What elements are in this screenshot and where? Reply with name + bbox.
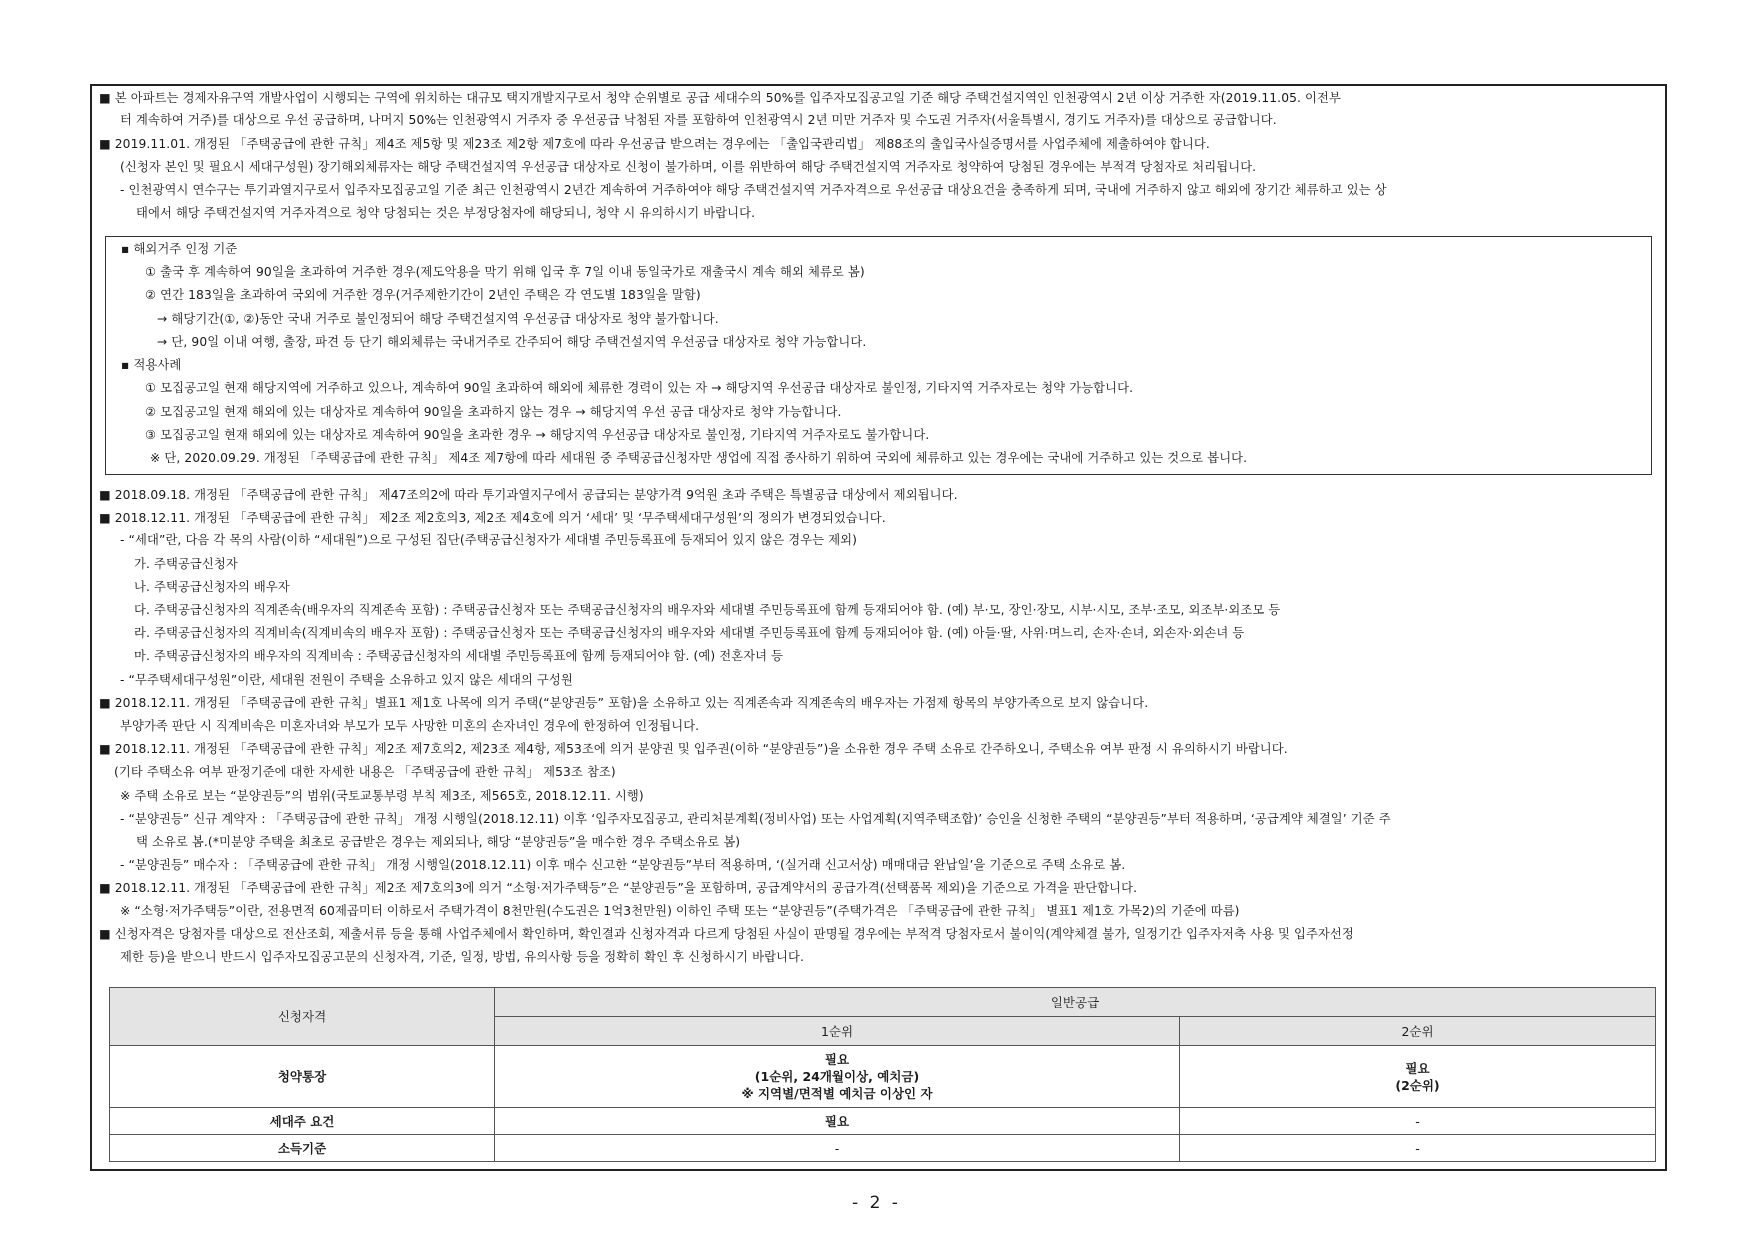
text-line: 가. 주택공급신청자: [134, 557, 238, 571]
header-qualification: 신청자격: [110, 988, 495, 1046]
cell-income-rank-1: -: [495, 1135, 1180, 1162]
text-line: - “무주택세대구성원”이란, 세대원 전원이 주택을 소유하고 있지 않은 세대의 구성원: [120, 673, 573, 687]
qualification-table: [109, 987, 1656, 1162]
text-line: 부양가족 판단 시 직계비속은 미혼자녀와 부모가 모두 사망한 미혼의 손자녀인 경우에 한정하여 인정됩니다.: [120, 719, 700, 733]
page-number: - 2 -: [852, 1193, 901, 1213]
text-line: ▪ 해외거주 인정 기준: [121, 242, 238, 256]
text-line: 나. 주택공급신청자의 배우자: [134, 580, 290, 594]
text-line: - “분양권등” 신규 계약자 : 「주택공급에 관한 규칙」 개정 시행일(2018.12.11) 이후 ‘입주자모집공고, 관리처분계획(정비사업) 또는 사업계획(지역주택조합)’ 승인을 신청한 주택의 “분양권등”부터 적용하며, ‘공급계약 체결일’ 기준 주: [120, 812, 1391, 826]
text-line: → 단, 90일 이내 여행, 출장, 파견 등 단기 해외체류는 국내거주로 간주되어 해당 주택건설지역 우선공급 대상자로 청약 가능합니다.: [157, 335, 867, 349]
text-line: ② 연간 183일을 초과하여 국외에 거주한 경우(거주제한기간이 2년인 주택은 각 연도별 183일을 말함): [145, 288, 701, 302]
row-label-income: 소득기준: [110, 1135, 495, 1162]
text-line: ※ 주택 소유로 보는 “분양권등”의 범위(국토교통부령 부칙 제3조, 제565호, 2018.12.11. 시행): [120, 789, 644, 803]
cell-text: (1순위, 24개월이상, 예치금): [754, 1069, 920, 1084]
text-line: ② 모집공고일 현재 해외에 있는 대상자로 계속하여 90일을 초과하지 않는 경우 → 해당지역 우선 공급 대상자로 청약 가능합니다.: [145, 405, 842, 419]
cell-account-rank-1: [495, 1046, 1180, 1108]
text-line: - 인천광역시 연수구는 투기과열지구로서 입주자모집공고일 기준 최근 인천광역시 2년간 계속하여 거주하여야 해당 주택건설지역 거주자격으로 우선공급 대상요건을 충족하게 되며, 국내에 거주하지 않고 해외에 장기간 체류하고 있는 상: [120, 183, 1387, 197]
text-line: (신청자 본인 및 필요시 세대구성원) 장기해외체류자는 해당 주택건설지역 우선공급 대상자로 신청이 불가하며, 이를 위반하여 해당 주택건설지역 거주자로 청약하여 당첨된 경우에는 부적격 당첨자로 처리됩니다.: [120, 160, 1257, 174]
text-line: ■ 2019.11.01. 개정된 「주택공급에 관한 규칙」제4조 제5항 및 제23조 제2항 제7호에 따라 우선공급 받으려는 경우에는 「출입국관리법」 제88조의 출입국사실증명서를 사업주체에 제출하여야 합니다.: [99, 137, 1210, 151]
header-rank-2: 2순위: [1180, 1017, 1656, 1046]
text-line: ※ 단, 2020.09.29. 개정된 「주택공급에 관한 규칙」 제4조 제7항에 따라 세대원 중 주택공급신청자만 생업에 직접 종사하기 위하여 국외에 체류하고 있는 경우에는 국내에 거주하고 있는 것으로 봅니다.: [150, 451, 1248, 465]
text-line: ■ 본 아파트는 경제자유구역 개발사업이 시행되는 구역에 위치하는 대규모 택지개발지구로서 청약 순위별로 공급 세대수의 50%를 입주자모집공고일 기준 해당 주택건설지역인 인천광역시 2년 이상 거주한 자(2019.11.05. 이전부: [99, 91, 1341, 105]
text-line: 라. 주택공급신청자의 직계비속(직계비속의 배우자 포함) : 주택공급신청자 또는 주택공급신청자의 배우자와 세대별 주민등록표에 함께 등재되어야 함. (예) 아들·딸, 사위·며느리, 손자·손녀, 외손자·외손녀 등: [134, 626, 1245, 640]
text-line: → 해당기간(①, ②)동안 국내 거주로 불인정되어 해당 주택건설지역 우선공급 대상자로 청약 불가합니다.: [157, 312, 719, 326]
text-line: 터 계속하여 거주)를 대상으로 우선 공급하며, 나머지 50%는 인천광역시 거주자 중 우선공급 낙첨된 자를 포함하여 인천광역시 2년 미만 거주자 및 수도권 거주자(서울특별시, 경기도 거주자)를 대상으로 공급합니다.: [120, 113, 1277, 127]
cell-householder-rank-1: 필요: [495, 1108, 1180, 1135]
text-line: 제한 등)을 받으니 반드시 입주자모집공고문의 신청자격, 기준, 일정, 방법, 유의사항 등을 정확히 확인 후 신청하시기 바랍니다.: [120, 950, 805, 964]
text-line: 다. 주택공급신청자의 직계존속(배우자의 직계존속 포함) : 주택공급신청자 또는 주택공급신청자의 배우자와 세대별 주민등록표에 함께 등재되어야 함. (예) 부·모, 장인·장모, 시부·시모, 조부·조모, 외조부·외조모 등: [134, 603, 1281, 617]
text-line: ① 모집공고일 현재 해당지역에 거주하고 있으나, 계속하여 90일 초과하여 해외에 체류한 경력이 있는 자 → 해당지역 우선공급 대상자로 불인정, 기타지역 거주자로는 청약 가능합니다.: [145, 381, 1134, 395]
header-rank-1: 1순위: [495, 1017, 1180, 1046]
text-line: ① 출국 후 계속하여 90일을 초과하여 거주한 경우(제도악용을 막기 위해 입국 후 7일 이내 동일국가로 재출국시 계속 해외 체류로 봄): [145, 265, 865, 279]
text-line: 택 소유로 봄.(*미분양 주택을 최초로 공급받은 경우는 제외되나, 해당 “분양권등”을 매수한 경우 주택소유로 봄): [136, 835, 741, 849]
text-line: ■ 2018.12.11. 개정된 「주택공급에 관한 규칙」제2조 제7호의3에 의거 “소형·저가주택등”은 “분양권등”을 포함하며, 공급계약서의 공급가격(선택품목 제외)을 기준으로 가격을 판단합니다.: [99, 881, 1138, 895]
text-line: ■ 2018.09.18. 개정된 「주택공급에 관한 규칙」 제47조의2에 따라 투기과열지구에서 공급되는 분양가격 9억원 초과 주택은 특별공급 대상에서 제외됩니다.: [99, 488, 958, 502]
cell-text: 필요: [824, 1052, 850, 1067]
cell-account-rank-2: [1180, 1046, 1656, 1108]
row-label-subscription-account: 청약통장: [110, 1046, 495, 1108]
text-line: ■ 신청자격은 당첨자를 대상으로 전산조회, 제출서류 등을 통해 사업주체에서 확인하며, 확인결과 신청자격과 다르게 당첨된 사실이 판명될 경우에는 부적격 당첨자로서 불이익(계약체결 불가, 일정기간 입주자저축 사용 및 입주자선정: [99, 927, 1354, 941]
text-line: ■ 2018.12.11. 개정된 「주택공급에 관한 규칙」제2조 제7호의2, 제23조 제4항, 제53조에 의거 분양권 및 입주권(이하 “분양권등”)을 소유한 경우 주택 소유로 간주하오니, 주택소유 여부 판정 시 유의하시기 바랍니다.: [99, 742, 1288, 756]
cell-income-rank-2: -: [1180, 1135, 1656, 1162]
text-line: - “분양권등” 매수자 : 「주택공급에 관한 규칙」 개정 시행일(2018.12.11) 이후 매수 신고한 “분양권등”부터 적용하며, ‘(실거래 신고서상) 매매대금 완납일’을 기준으로 주택 소유로 봄.: [120, 858, 1126, 872]
cell-text: 필요: [1405, 1060, 1430, 1076]
text-line: 마. 주택공급신청자의 배우자의 직계비속 : 주택공급신청자의 세대별 주민등록표에 함께 등재되어야 함. (예) 전혼자녀 등: [134, 649, 784, 663]
header-general-supply: 일반공급: [495, 988, 1656, 1017]
cell-text: (2순위): [1395, 1077, 1440, 1093]
text-line: ③ 모집공고일 현재 해외에 있는 대상자로 계속하여 90일을 초과한 경우 → 해당지역 우선공급 대상자로 불인정, 기타지역 거주자로도 불가합니다.: [145, 428, 930, 442]
text-line: 태에서 해당 주택건설지역 거주자격으로 청약 당첨되는 것은 부정당첨자에 해당되니, 청약 시 유의하시기 바랍니다.: [136, 206, 756, 220]
text-line: - “세대”란, 다음 각 목의 사람(이하 “세대원”)으로 구성된 집단(주택공급신청자가 세대별 주민등록표에 등재되어 있지 않은 경우는 제외): [120, 533, 858, 547]
text-line: ※ “소형·저가주택등”이란, 전용면적 60제곱미터 이하로서 주택가격이 8천만원(수도권은 1억3천만원) 이하인 주택 또는 “분양권등”(주택가격은 「주택공급에 관한 규칙」 별표1 제1호 가목2)의 기준에 따름): [120, 904, 1240, 918]
text-line: ■ 2018.12.11. 개정된 「주택공급에 관한 규칙」별표1 제1호 나목에 의거 주택(“분양권등” 포함)을 소유하고 있는 직계존속과 직계존속의 배우자는 가점제 항목의 부양가족으로 보지 않습니다.: [99, 696, 1149, 710]
text-line: (기타 주택소유 여부 판정기준에 대한 자세한 내용은 「주택공급에 관한 규칙」 제53조 참조): [114, 765, 616, 779]
text-line: ■ 2018.12.11. 개정된 「주택공급에 관한 규칙」 제2조 제2호의3, 제2조 제4호에 의거 ‘세대’ 및 ‘무주택세대구성원’의 정의가 변경되었습니다.: [99, 511, 886, 525]
row-label-householder: 세대주 요건: [110, 1108, 495, 1135]
cell-text: ※ 지역별/면적별 예치금 이상인 자: [741, 1086, 933, 1101]
cell-householder-rank-2: -: [1180, 1108, 1656, 1135]
text-line: ▪ 적용사례: [121, 358, 182, 372]
